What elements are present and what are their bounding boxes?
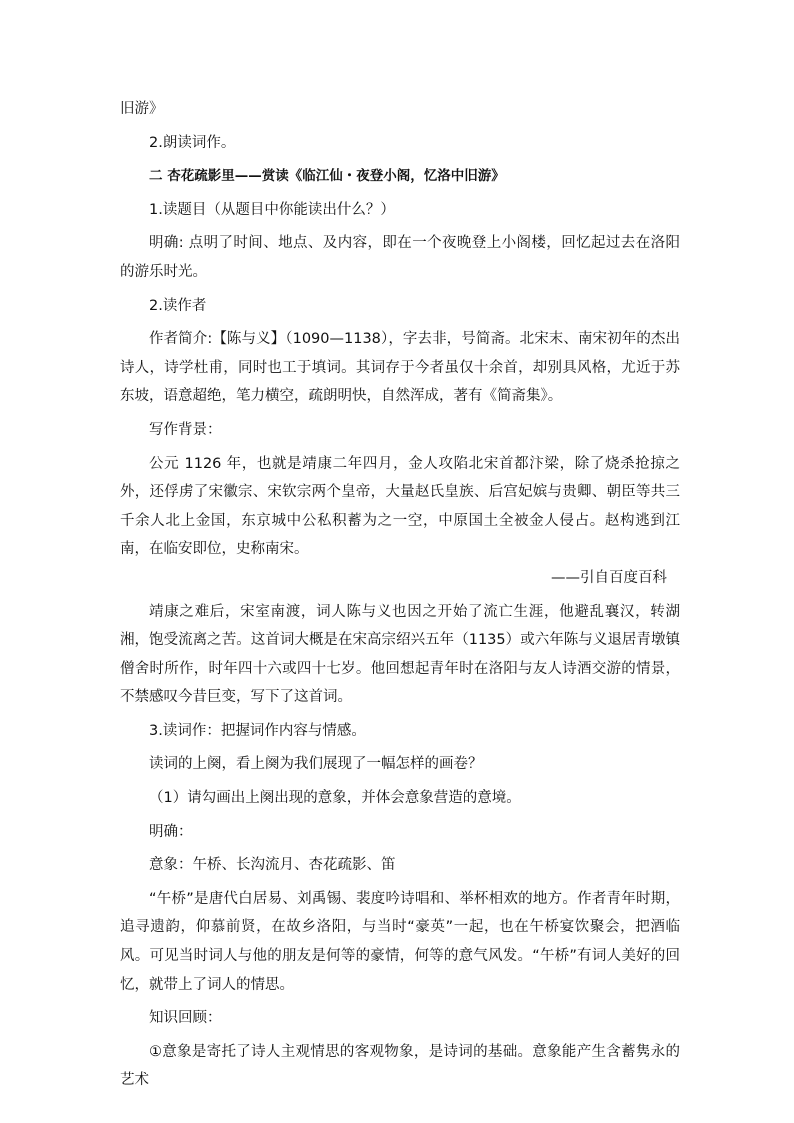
paragraph-continuation: 旧游》 [120, 101, 164, 117]
paragraph-source: ——引自百度百科 [551, 569, 667, 586]
paragraph-question: 读词的上阕，看上阕为我们展现了一幅怎样的画卷？ [149, 756, 483, 773]
paragraph-knowledge-review: 知识回顾： [149, 1010, 222, 1027]
paragraph-author-intro: 作者简介:【陈与义】（1090—1138），字去非，号简斋。北宋末、南宋初年的杰出诗人，诗学杜甫，同时也工于填词。其词存于今者虽仅十余首，却别具风格，尤近于苏东坡，语意超绝，笔力横空，疏朗明快，自然浑成，著有《简斋集》。 [120, 331, 680, 405]
paragraph-clarify: 明确： [149, 823, 193, 840]
paragraph-jingkang: 靖康之难后，宋室南渡，词人陈与义也因之开始了流亡生涯，他避乱襄汉，转湖湘，饱受流离之苦。这首词大概是在宋高宗绍兴五年（1135）或六年陈与义退居青墩镇僧舍时所作，时年四十六或四十七岁。他回想起青年时在洛阳与友人诗酒交游的情景，不禁感叹今昔巨变，写下了这首词。 [120, 603, 680, 706]
paragraph-wuqiao: “午桥”是唐代白居易、刘禹锡、裴度吟诗唱和、举杯相欢的地方。作者青年时期，追寻遗韵，仰慕前贤，在故乡洛阳，与当时“豪英”一起，也在午桥宴饮聚会，把酒临风。可见当时词人与他的朋友是何等的豪情，何等的意气风发。“午桥”有词人美好的回忆，就带上了词人的情思。 [120, 890, 680, 993]
paragraph-background: 公元 1126 年，也就是靖康二年四月，金人攻陷北宋首都汴梁，除了烧杀抢掠之外，还俘虏了宋徽宗、宋钦宗两个皇帝，大量赵氏皇族、后宫妃嫔与贵卿、朝臣等共三千余人北上金国，东京城中公私积蓄为之一空，中原国土全被金人侵占。赵构逃到江南，在临安即位，史称南宋。 [120, 455, 680, 558]
paragraph-read-poem: 3.读词作：把握词作内容与情感。 [149, 722, 366, 739]
paragraph-task-1: （1）请勾画出上阕出现的意象，并体会意象营造的意境。 [149, 790, 521, 807]
document-page [120, 95, 680, 1100]
paragraph-background-label: 写作背景： [149, 421, 222, 438]
paragraph-imagery-definition: ①意象是寄托了诗人主观情思的客观物象，是诗词的基础。意象能产生含蓄隽永的艺术 [120, 1043, 680, 1089]
paragraph-imagery: 意象：午桥、长沟流月、杏花疏影、笛 [149, 857, 396, 874]
section-heading: 二 杏花疏影里——赏读《临江仙・夜登小阁，忆洛中旧游》 [149, 168, 505, 185]
paragraph-clarify-title: 明确: 点明了时间、地点、及内容，即在一个夜晚登上小阁楼，回忆起过去在洛阳的游乐时光。 [120, 235, 680, 280]
paragraph-read-aloud: 2.朗读词作。 [149, 134, 236, 151]
paragraph-read-author: 2.读作者 [149, 297, 207, 314]
paragraph-read-title: 1.读题目（从题目中你能读出什么？） [149, 201, 395, 218]
